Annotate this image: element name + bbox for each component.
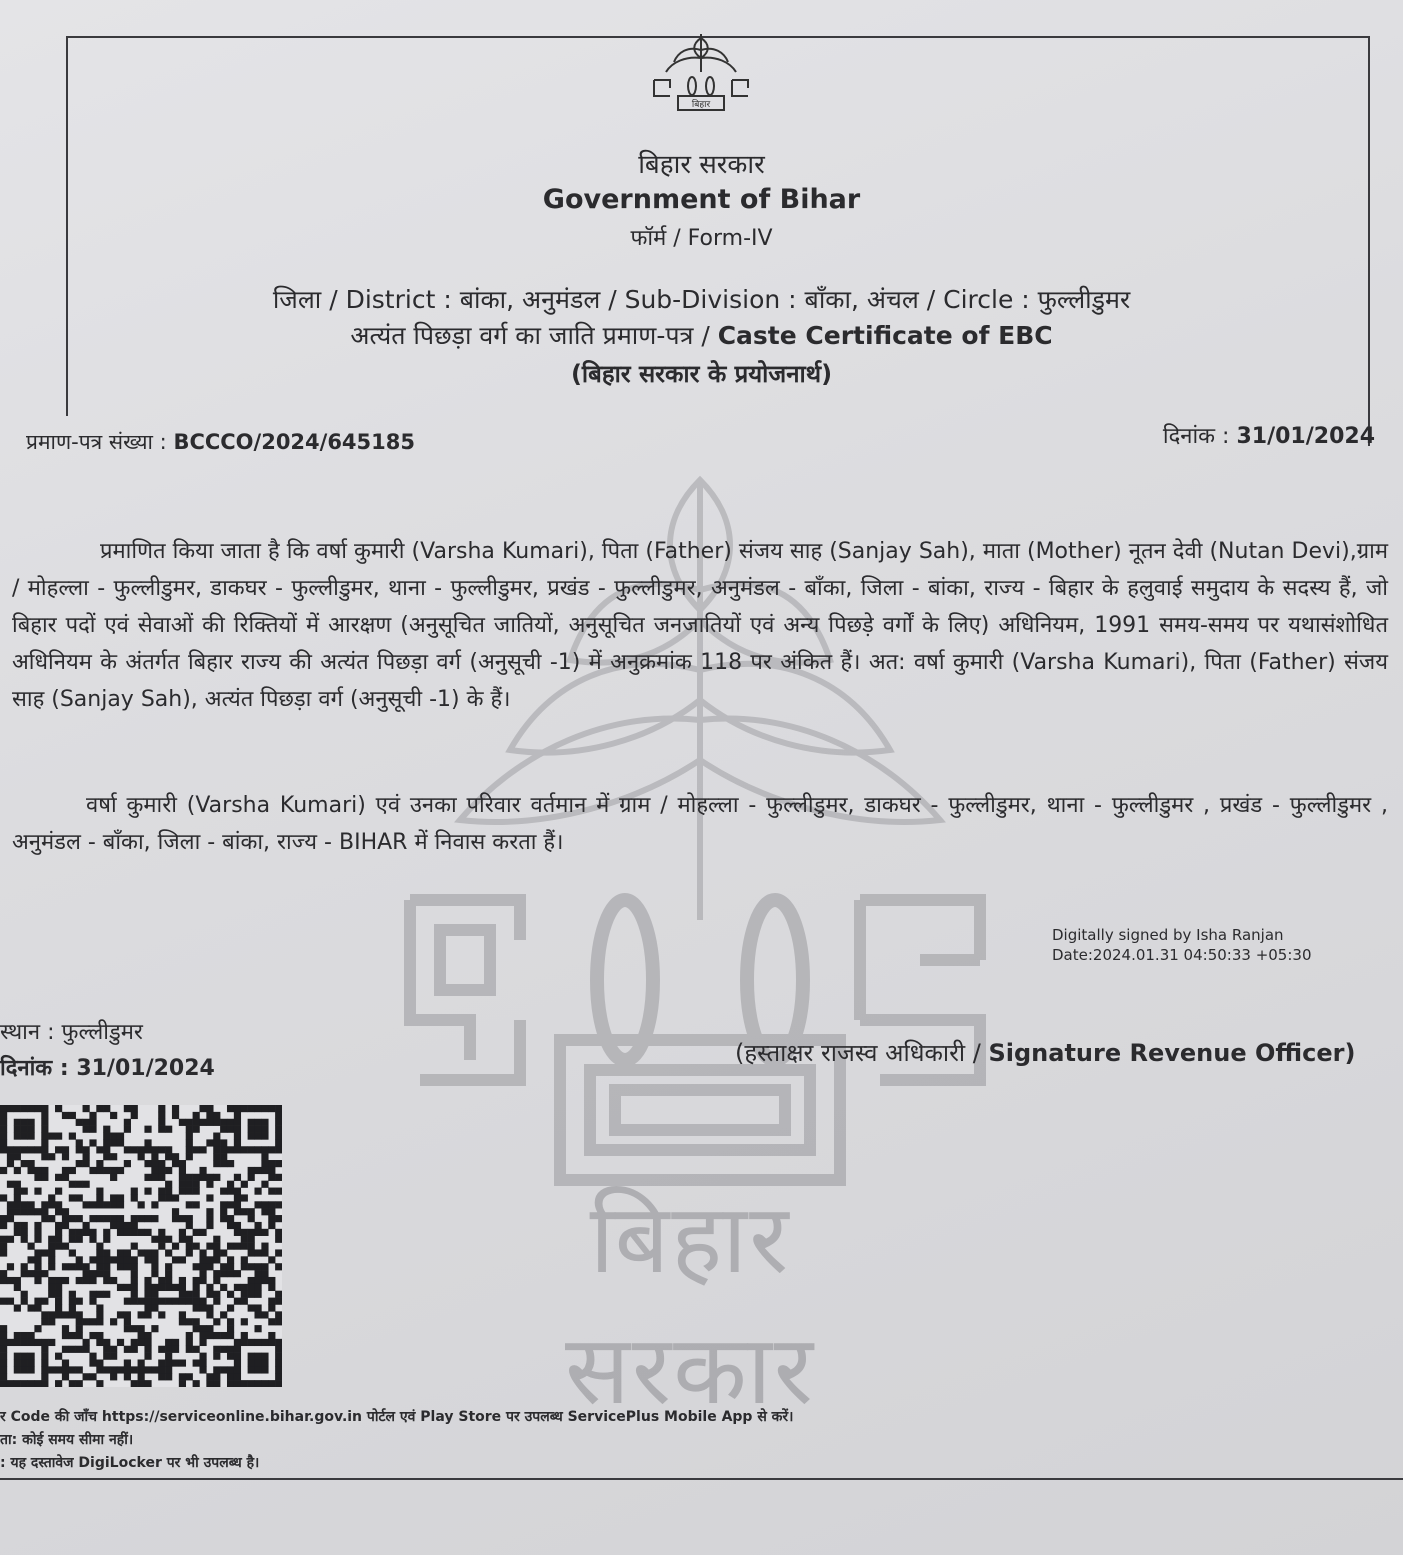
footer-line-digilocker: : यह दस्तावेज DigiLocker पर भी उपलब्ध है। [0, 1455, 260, 1471]
certificate-number-label: प्रमाण-पत्र संख्या : [26, 430, 174, 454]
govt-english-title: Government of Bihar [542, 184, 861, 215]
digital-signature-name: Digitally signed by Isha Ranjan [1052, 926, 1284, 944]
footer-line-validity: ता: कोई समय सीमा नहीं। [0, 1432, 134, 1448]
circle-value: फुल्लीडुमर [1029, 285, 1131, 314]
place [0, 1015, 215, 1051]
bihar-emblem-logo [648, 30, 754, 112]
location-line [0, 282, 1403, 316]
certificate-paragraph-1: प्रमाणित किया जाता है कि वर्षा कुमारी (Varsha Kumari), पिता (Father) संजय साह (Sanjay Sah), माता (Mother) नूतन देवी (Nutan Devi),ग्राम / मोहल्ला - फुल्लीडुमर, डाकघर - फुल्लीडुमर, थाना - फुल्लीडुमर, प्रखंड - फुल्लीडुमर, अनुमंडल - बाँका, जिला - बांका, राज्य - बिहार के हलुवाई समुदाय के सदस्य हैं, जो बिहार पदों एवं सेवाओं की रिक्तियों में आरक्षण (अनुसूचित जातियों, अनुसूचित जनजातियों एवं अन्य पिछड़े वर्गों के लिए) अधिनियम, 1991 समय-समय पर यथासंशोधित अधिनियम के अंतर्गत बिहार राज्य की अत्यंत पिछड़ा वर्ग (अनुसूची -1) में अनुक्रमांक 118 पर अंकित हैं। अत: वर्षा कुमारी (Varsha Kumari), पिता (Father) संजय साह (Sanjay Sah), अत्यंत पिछड़ा वर्ग (अनुसूची -1) के हैं। [12, 539, 1388, 712]
border-bottom [0, 1478, 1403, 1480]
certificate-paragraph-2: वर्षा कुमारी (Varsha Kumari) एवं उनका परिवार वर्तमान में ग्राम / मोहल्ला - फुल्लीडुमर, डाकघर - फुल्लीडुमर, थाना - फुल्लीडुमर , प्रखंड - फुल्लीडुमर , अनुमंडल - बाँका, जिला - बांका, राज्य - BIHAR में निवास करता हैं। [12, 793, 1388, 855]
certificate-number [26, 428, 415, 456]
footer-line-verify: र Code की जाँच https://serviceonline.bihar.gov.in पोर्टल एवं Play Store पर उपलब्ध ServicePlus Mobile App से करें। [0, 1409, 794, 1425]
circle-label: अंचल / Circle : [866, 285, 1030, 314]
issue-date-value: 31/01/2024 [1236, 424, 1375, 449]
digital-signature-date: Date:2024.01.31 04:50:33 +05:30 [1052, 946, 1312, 964]
certificate-title-english: Caste Certificate of EBC [717, 321, 1053, 350]
subdivision-value: बाँका, [796, 285, 867, 314]
place-date [0, 1051, 215, 1087]
place-date-block [0, 1015, 215, 1087]
certificate-title [0, 318, 1403, 352]
footer-notes [0, 1406, 793, 1475]
issue-date-label: दिनांक : [1162, 424, 1237, 449]
district-label: जिला / District : [272, 285, 452, 314]
govt-hindi-title: बिहार सरकार [638, 150, 765, 180]
place-value: फुल्लीडुमर [61, 1020, 143, 1045]
certificate-number-value: BCCCO/2024/645185 [173, 430, 415, 454]
form-label: फॉर्म / Form-IV [630, 226, 773, 251]
watermark-text: बिहार सरकार [564, 1183, 816, 1426]
certificate-purpose: (बिहार सरकार के प्रयोजनार्थ) [570, 360, 833, 388]
certificate-title-hindi: अत्यंत पिछड़ा वर्ग का जाति प्रमाण-पत्र / [350, 321, 718, 350]
issue-date [1163, 420, 1375, 450]
signature-officer [735, 1036, 1355, 1069]
place-label: स्थान : [0, 1020, 62, 1045]
signature-english: Signature Revenue Officer) [988, 1039, 1356, 1067]
digital-signature [1052, 925, 1312, 965]
place-date-label: दिनांक : [0, 1056, 77, 1081]
district-value: बांका, [451, 285, 523, 314]
subdivision-label: अनुमंडल / Sub-Division : [522, 285, 797, 314]
qr-code[interactable] [0, 1105, 282, 1387]
place-date-value: 31/01/2024 [76, 1056, 215, 1081]
emblem-text: बिहार [691, 100, 711, 110]
signature-hindi: (हस्ताक्षर राजस्व अधिकारी / [735, 1039, 989, 1067]
